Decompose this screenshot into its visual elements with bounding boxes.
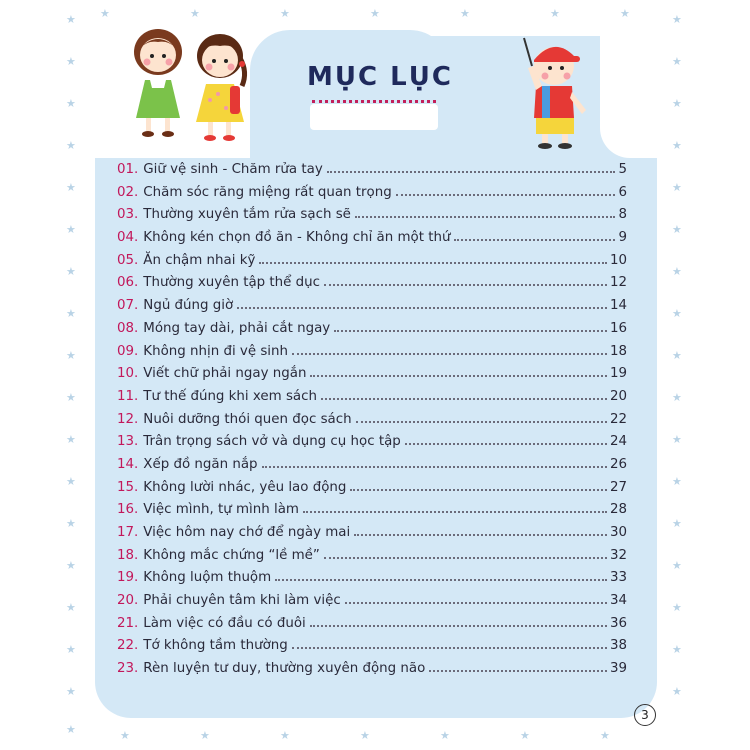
star-icon: ★ [520, 729, 530, 742]
toc-entry-page: 38 [609, 638, 627, 654]
toc-entry-title: Không mắc chứng “lề mề” [143, 547, 320, 563]
star-icon: ★ [672, 307, 682, 320]
toc-leader-dots [396, 194, 616, 196]
toc-entry [117, 638, 627, 661]
toc-entry-number: 01. [117, 162, 139, 177]
toc-entry-title: Ngủ đúng giờ [143, 298, 234, 314]
star-icon: ★ [66, 517, 76, 530]
toc-entry-page: 5 [618, 162, 627, 177]
toc-entry-title: Rèn luyện tư duy, thường xuyên động não [143, 661, 426, 677]
toc-leader-dots [429, 670, 607, 672]
toc-entry-title: Tớ không tầm thường [143, 638, 288, 654]
star-icon: ★ [440, 729, 450, 742]
toc-entry-page: 33 [609, 570, 627, 586]
star-icon: ★ [66, 601, 76, 614]
toc-entry-title: Làm việc có đầu có đuôi [143, 615, 306, 631]
toc-entry-page: 9 [618, 230, 627, 246]
toc-leader-dots [310, 625, 607, 627]
star-icon: ★ [66, 475, 76, 488]
star-icon: ★ [672, 223, 682, 236]
toc-entry-title: Xếp đồ ngăn nắp [143, 456, 258, 472]
toc-entry-number: 18. [117, 547, 139, 563]
toc-leader-dots [259, 262, 607, 264]
toc-entry-page: 18 [609, 343, 627, 359]
toc-entry [117, 570, 627, 593]
toc-entry-title: Phải chuyên tâm khi làm việc [143, 593, 341, 609]
toc-entry-title: Thường xuyên tắm rửa sạch sẽ [143, 207, 351, 223]
star-icon: ★ [360, 729, 370, 742]
toc-leader-dots [292, 647, 607, 649]
toc-entry [117, 434, 627, 457]
toc-entry-title: Không nhịn đi vệ sinh [143, 343, 289, 359]
toc-entry-title: Không kén chọn đồ ăn - Không chỉ ăn một thứ [143, 230, 451, 246]
toc-entry-number: 22. [117, 638, 139, 654]
star-icon: ★ [66, 97, 76, 110]
toc-leader-dots [321, 398, 607, 400]
star-icon: ★ [600, 729, 610, 742]
toc-entry-number: 20. [117, 593, 139, 609]
toc-leader-dots [334, 330, 607, 332]
star-icon: ★ [672, 517, 682, 530]
toc-entry [117, 480, 627, 503]
star-icon: ★ [672, 433, 682, 446]
toc-entry [117, 321, 627, 344]
star-icon: ★ [66, 559, 76, 572]
star-icon: ★ [672, 265, 682, 278]
star-icon: ★ [66, 685, 76, 698]
toc-entry [117, 548, 627, 571]
toc-entry-page: 28 [609, 502, 627, 518]
star-icon: ★ [672, 13, 682, 26]
toc-entry [117, 162, 627, 185]
toc-entry [117, 275, 627, 298]
star-icon: ★ [672, 601, 682, 614]
toc-entry-title: Chăm sóc răng miệng rất quan trọng [143, 184, 392, 200]
toc-entry-number: 09. [117, 343, 139, 359]
title-tab [250, 30, 450, 162]
girl-yellow-dress-illustration [186, 28, 252, 146]
toc-entry-page: 20 [609, 388, 627, 404]
star-icon: ★ [66, 349, 76, 362]
toc-entry-number: 19. [117, 570, 139, 586]
star-icon: ★ [120, 729, 130, 742]
star-icon: ★ [280, 729, 290, 742]
toc-entry-page: 34 [609, 593, 627, 609]
toc-entry-page: 30 [609, 525, 627, 540]
star-icon: ★ [66, 223, 76, 236]
star-icon: ★ [190, 7, 200, 20]
toc-entry-page: 22 [609, 411, 627, 427]
star-icon: ★ [370, 7, 380, 20]
toc-entry [117, 344, 627, 367]
toc-entry-number: 04. [117, 230, 139, 246]
toc-entry [117, 389, 627, 412]
star-icon: ★ [66, 265, 76, 278]
toc-entry-number: 06. [117, 275, 139, 291]
page-number: 3 [634, 704, 656, 726]
star-icon: ★ [672, 55, 682, 68]
star-icon: ★ [672, 391, 682, 404]
toc-entry [117, 525, 627, 548]
title-underline-box [310, 104, 438, 130]
star-icon: ★ [672, 349, 682, 362]
toc-entry-number: 13. [117, 434, 139, 450]
star-icon: ★ [672, 97, 682, 110]
toc-leader-dots [310, 375, 607, 377]
toc-leader-dots [345, 602, 607, 604]
panel-notch-right [600, 36, 657, 158]
toc-entry [117, 230, 627, 253]
boy-red-cap-illustration [512, 36, 602, 152]
toc-leader-dots [275, 579, 607, 581]
toc-leader-dots [237, 307, 607, 309]
toc-entry-number: 11. [117, 388, 139, 404]
toc-entry-page: 36 [609, 615, 627, 631]
toc-entry [117, 457, 627, 480]
toc-entry-number: 21. [117, 615, 139, 631]
toc-entry-title: Thường xuyên tập thể dục [143, 275, 320, 291]
toc-entry-page: 6 [618, 184, 627, 200]
toc-entry-number: 08. [117, 320, 139, 336]
toc-entry-page: 19 [609, 366, 627, 382]
toc-entry-title: Giữ vệ sinh - Chăm rửa tay [143, 162, 323, 177]
toc-entry-number: 14. [117, 456, 139, 472]
star-icon: ★ [100, 7, 110, 20]
star-icon: ★ [66, 723, 76, 736]
toc-entry-title: Nuôi dưỡng thói quen đọc sách [143, 411, 352, 427]
toc-entry-page: 27 [609, 479, 627, 495]
toc-leader-dots [327, 171, 616, 173]
toc-entry [117, 593, 627, 616]
star-icon: ★ [550, 7, 560, 20]
star-icon: ★ [66, 307, 76, 320]
toc-entry-page: 8 [618, 207, 627, 223]
star-icon: ★ [672, 475, 682, 488]
toc-entry [117, 616, 627, 639]
toc-entry-page: 16 [609, 320, 627, 336]
toc-entry-page: 24 [609, 434, 627, 450]
star-icon: ★ [66, 55, 76, 68]
star-icon: ★ [672, 643, 682, 656]
toc-leader-dots [324, 284, 607, 286]
toc-entry [117, 412, 627, 435]
toc-leader-dots [454, 239, 615, 241]
toc-leader-dots [355, 216, 616, 218]
toc-entry-number: 12. [117, 411, 139, 427]
toc-entry-title: Trân trọng sách vở và dụng cụ học tập [143, 434, 401, 450]
star-icon: ★ [460, 7, 470, 20]
toc-leader-dots [350, 489, 607, 491]
toc-entry-number: 17. [117, 525, 139, 540]
toc-entry-number: 03. [117, 207, 139, 223]
toc-entry-number: 15. [117, 479, 139, 495]
toc-leader-dots [292, 353, 607, 355]
toc-leader-dots [324, 557, 607, 559]
toc-leader-dots [405, 443, 607, 445]
title-dotted-line [312, 100, 436, 103]
toc-entry-title: Viết chữ phải ngay ngắn [143, 366, 307, 382]
toc-entry-title: Việc hôm nay chớ để ngày mai [143, 525, 351, 540]
toc-entry [117, 661, 627, 684]
toc-entry-number: 16. [117, 502, 139, 518]
toc-entry-title: Không luộm thuộm [143, 570, 272, 586]
toc-entry [117, 502, 627, 525]
girl-green-dress-illustration [128, 22, 190, 140]
star-icon: ★ [672, 181, 682, 194]
toc-entry-title: Ăn chậm nhai kỹ [143, 252, 256, 268]
star-icon: ★ [672, 559, 682, 572]
toc-entry-title: Việc mình, tự mình làm [143, 502, 299, 518]
star-icon: ★ [66, 433, 76, 446]
toc-entry-page: 14 [609, 298, 627, 314]
toc-entry-title: Tư thế đúng khi xem sách [143, 388, 317, 404]
page-title: MỤC LỤC [307, 62, 453, 92]
toc-entry-number: 23. [117, 661, 139, 677]
toc-entry-number: 07. [117, 298, 139, 314]
star-icon: ★ [280, 7, 290, 20]
toc-leader-dots [262, 466, 607, 468]
toc-entry [117, 366, 627, 389]
toc-entry [117, 298, 627, 321]
toc-entry [117, 185, 627, 208]
star-icon: ★ [200, 729, 210, 742]
toc-entry-page: 32 [609, 547, 627, 563]
star-icon: ★ [672, 685, 682, 698]
toc-leader-dots [303, 511, 607, 513]
toc-entry-number: 05. [117, 252, 139, 268]
toc-entry-page: 26 [609, 456, 627, 472]
toc-entry-page: 10 [609, 252, 627, 268]
toc-entry-page: 12 [609, 275, 627, 291]
star-icon: ★ [66, 643, 76, 656]
toc-entry-page: 39 [609, 661, 627, 677]
toc-entry-number: 10. [117, 366, 139, 382]
toc-leader-dots [354, 534, 607, 536]
table-of-contents [117, 162, 627, 684]
toc-entry-title: Móng tay dài, phải cắt ngay [143, 320, 331, 336]
star-icon: ★ [66, 181, 76, 194]
toc-leader-dots [356, 421, 607, 423]
toc-entry [117, 207, 627, 230]
toc-entry-number: 02. [117, 184, 139, 200]
star-icon: ★ [672, 139, 682, 152]
star-icon: ★ [66, 13, 76, 26]
star-icon: ★ [66, 391, 76, 404]
toc-entry [117, 253, 627, 276]
toc-entry-title: Không lười nhác, yêu lao động [143, 479, 347, 495]
star-icon: ★ [66, 139, 76, 152]
star-icon: ★ [620, 7, 630, 20]
